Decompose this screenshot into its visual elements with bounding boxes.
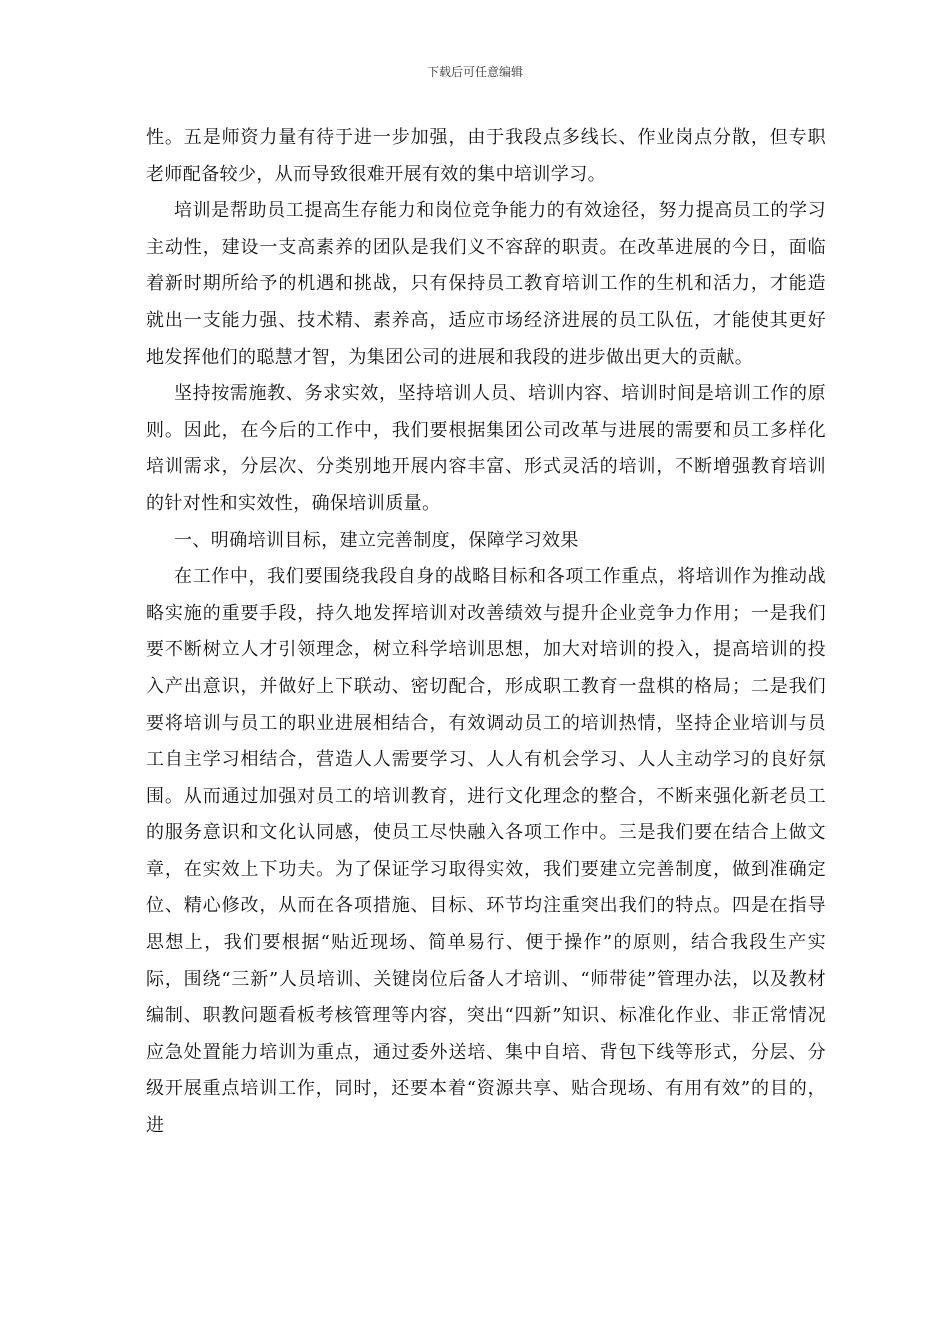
paragraph-continuation: 性。五是师资力量有待于进一步加强，由于我段点多线长、作业岗点分散，但专职老师配备较少，从而导致很难开展有效的集中培训学习。	[146, 127, 826, 185]
paragraph-training-principle: 坚持按需施教、务求实效，坚持培训人员、培训内容、培训时间是培训工作的原则。因此，在今后的工作中，我们要根据集团公司改革与进展的需要和员工多样化培训需求，分层次、分类别地开展内容丰富、形式灵活的培训，不断增强教育培训的针对性和实效性，确保培训质量。	[146, 383, 826, 514]
paragraph-training-purpose: 培训是帮助员工提高生存能力和岗位竞争能力的有效途径，努力提高员工的学习主动性，建设一支高素养的团队是我们义不容辞的职责。在改革进展的今日，面临着新时期所给予的机遇和挑战，只有保持员工教育培训工作的生机和活力，才能造就出一支能力强、技术精、素养高，适应市场经济进展的员工队伍，才能使其更好地发挥他们的聪慧才智，为集团公司的进展和我段的进步做出更大的贡献。	[146, 200, 826, 368]
paragraph-work-plan: 在工作中，我们要围绕我段自身的战略目标和各项工作重点，将培训作为推动战略实施的重要手段，持久地发挥培训对改善绩效与提升企业竞争力作用；一是我们要不断树立人才引领理念，树立科学培训思想，加大对培训的投入，提高培训的投入产出意识，并做好上下联动、密切配合，形成职工教育一盘棋的格局；二是我们要将培训与员工的职业进展相结合，有效调动员工的培训热情，坚持企业培训与员工自主学习相结合，营造人人需要学习、人人有机会学习、人人主动学习的良好氛围。从而通过加强对员工的培训教育，进行文化理念的整合，不断来强化新老员工的服务意识和文化认同感，使员工尽快融入各项工作中。三是我们要在结合上做文章，在实效上下功夫。为了保证学习取得实效，我们要建立完善制度，做到准确定位、精心修改，从而在各项措施、目标、环节均注重突出我们的特点。四是在指导思想上，我们要根据“贴近现场、简单易行、便于操作”的原则，结合我段生产实际，围绕“三新”人员培训、关键岗位后备人才培训、“师带徒”管理办法，以及教材编制、职教问题看板考核管理等内容，突出“四新”知识、标准化作业、非正常情况应急处置能力培训为重点，通过委外送培、集中自培、背包下线等形式，分层、分级开展重点培训工作，同时，还要本着“资源共享、贴合现场、有用有效”的目的，进	[146, 566, 826, 1137]
page-header-note: 下载后可任意编辑	[426, 65, 523, 79]
section-heading-goals: 一、明确培训目标，建立完善制度，保障学习效果	[174, 529, 579, 551]
document-body	[146, 120, 826, 1145]
